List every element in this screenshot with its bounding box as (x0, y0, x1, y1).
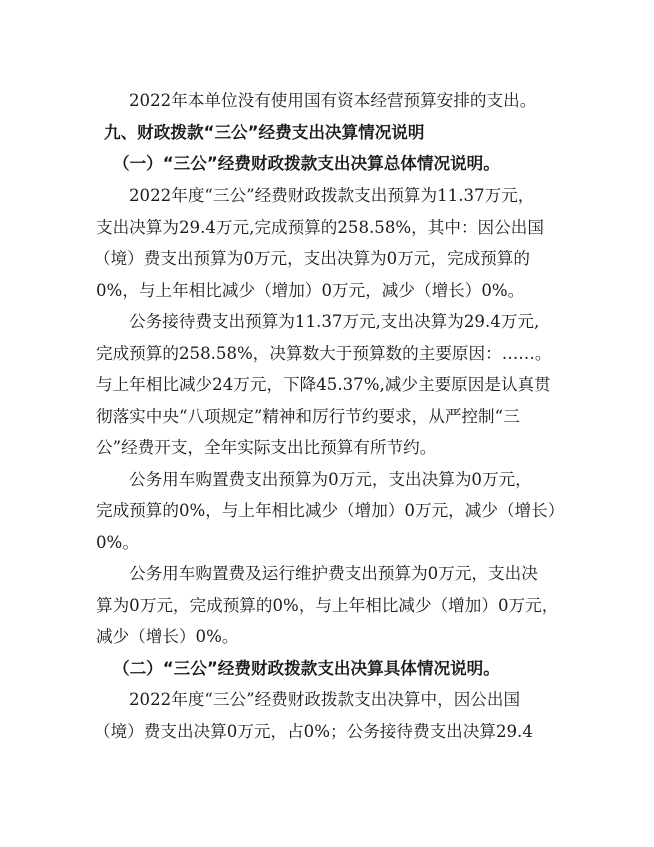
paragraph-1-line-4: 0%，与上年相比减少（增加）0万元，减少（增长）0%。 (96, 281, 525, 300)
paragraph-2-line-1: 公务接待费支出预算为11.37万元,支出决算为29.4万元, (129, 312, 540, 331)
subsection-heading-1: （一）“三公”经费财政拨款支出决算总体情况说明。 (113, 154, 500, 173)
paragraph-2-line-4: 彻落实中央“八项规定”精神和厉行节约要求，从严控制“三 (96, 407, 520, 426)
paragraph-1-line-1: 2022年度“三公”经费财政拨款支出预算为11.37万元， (129, 186, 535, 205)
paragraph-4-line-3: 减少（增长）0%。 (96, 627, 239, 646)
paragraph-5-line-2: （境）费支出决算0万元，占0%；公务接待费支出决算29.4 (94, 722, 533, 741)
paragraph-4-line-1: 公务用车购置费及运行维护费支出预算为0万元，支出决 (129, 564, 538, 583)
paragraph-3-line-1: 公务用车购置费支出预算为0万元，支出决算为0万元， (129, 470, 532, 489)
paragraph-2-line-2: 完成预算的258.58%，决算数大于预算数的主要原因：……。 (96, 344, 552, 363)
paragraph-5-line-1: 2022年度“三公”经费财政拨款支出决算中，因公出国 (129, 690, 521, 709)
paragraph-1-line-3: （境）费支出预算为0万元，支出决算为0万元，完成预算的 (94, 249, 530, 268)
subsection-heading-2: （二）“三公”经费财政拨款支出决算具体情况说明。 (113, 659, 500, 678)
paragraph-2-line-5: 公”经费开支，全年实际支出比预算有所节约。 (96, 438, 437, 457)
paragraph-2-line-3: 与上年相比减少24万元，下降45.37%,减少主要原因是认真贯 (96, 375, 551, 394)
paragraph-4-line-2: 算为0万元，完成预算的0%，与上年相比减少（增加）0万元， (96, 596, 559, 615)
paragraph-3-line-3: 0%。 (96, 533, 139, 552)
section-heading: 九、财政拨款“三公”经费支出决算情况说明 (104, 123, 425, 142)
paragraph-1-line-2: 支出决算为29.4万元,完成预算的258.58%，其中：因公出国 (96, 218, 544, 237)
intro-paragraph: 2022年本单位没有使用国有资本经营预算安排的支出。 (129, 91, 537, 110)
paragraph-3-line-2: 完成预算的0%，与上年相比减少（增加）0万元，减少（增长） (96, 501, 565, 520)
